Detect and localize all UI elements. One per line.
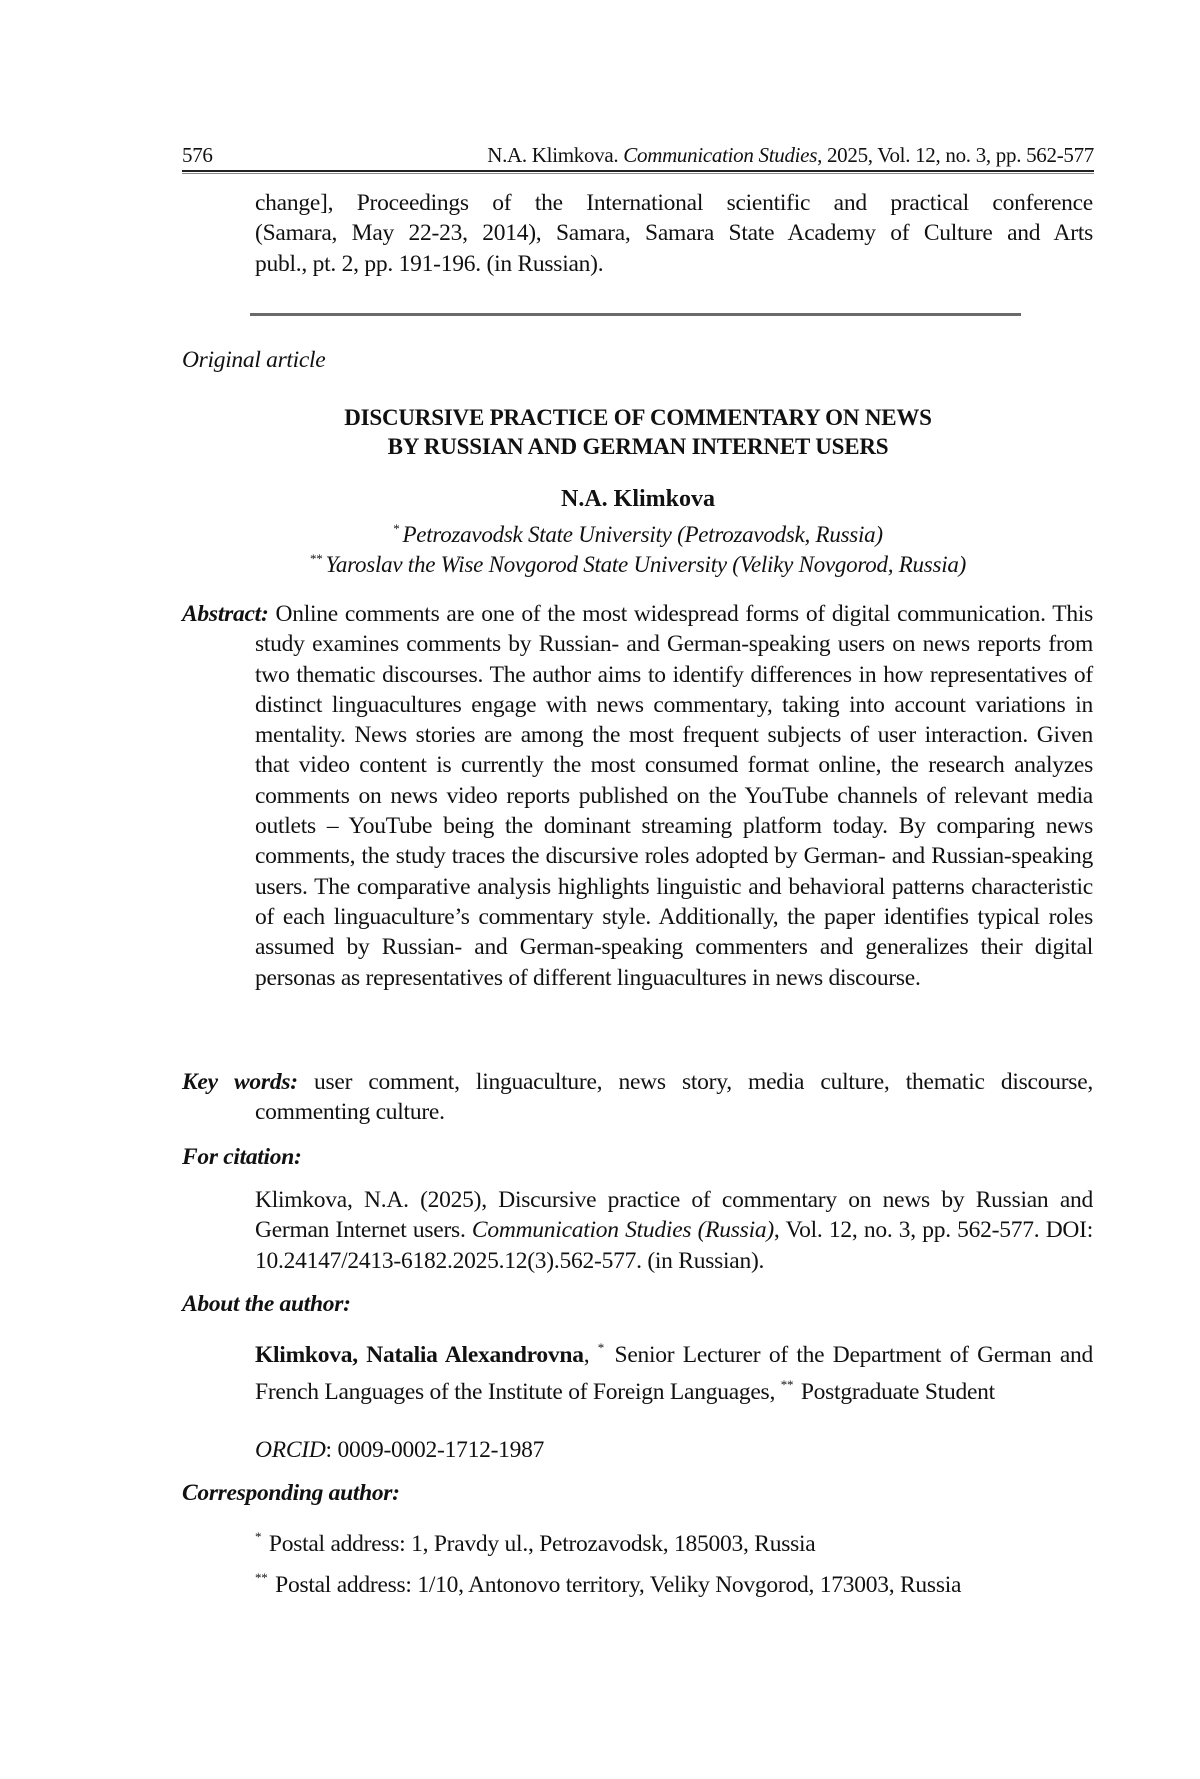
- affiliation-mark: *: [255, 1529, 262, 1544]
- citation-part: Klimkova, N.A. (2025), Discursive practice of commentary on news by Russian and German Internet users.: [255, 1187, 1093, 1244]
- keywords: [182, 1067, 1093, 1128]
- orcid-label: ORCID: [255, 1437, 326, 1463]
- author-full-name: Klimkova, Natalia Alexandrovna: [255, 1342, 584, 1368]
- keywords-text: user comment, linguaculture, news story, media culture, thematic discourse, commenting culture.: [255, 1069, 1094, 1126]
- citation-part: , Vol. 12, no. 3, pp. 562-577. DOI: 10.24147/2413-6182.2025.12(3).562-577. (in Russian).: [255, 1217, 1094, 1274]
- title-line: DISCURSIVE PRACTICE OF COMMENTARY ON NEWS: [344, 405, 932, 430]
- postal-address-text: Postal address: 1, Pravdy ul., Petrozavodsk, 185003, Russia: [263, 1531, 816, 1557]
- page-number: 576: [182, 143, 213, 167]
- running-header-author: N.A. Klimkova.: [487, 143, 619, 167]
- running-header-journal: Communication Studies: [623, 143, 818, 167]
- orcid: [255, 1435, 1093, 1465]
- postal-address-1: [255, 1522, 1093, 1559]
- running-header-details: , 2025, Vol. 12, no. 3, pp. 562-577: [817, 143, 1094, 167]
- affiliation-text: Petrozavodsk State University (Petrozavodsk, Russia): [402, 522, 883, 547]
- running-header-citation: [487, 143, 1094, 167]
- previous-reference-continuation: [255, 188, 1093, 279]
- abstract-text: Online comments are one of the most widespread forms of digital communication. This study examines comments by Russian- and German-speaking users on news reports from two thematic discourses. The author aims to identify differences in how representatives of distinct linguacultures engage with news commentary, taking into account variations in mentality. News stories are among the most frequent subjects of user interaction. Given that video content is currently the most consumed format online, the research analyzes comments on news video reports published on the YouTube channels of relevant media outlets – YouTube being the dominant streaming platform today. By comparing news comments, the study traces the discursive roles adopted by German- and Russian-speaking users. The comparative analysis highlights linguistic and behavioral patterns characteristic of each linguaculture’s commentary style. Additionally, the paper identifies typical roles assumed by Russian- and German-speaking commenters and generalizes their digital personas as representatives of different linguacultures in news discourse.: [255, 601, 1093, 991]
- author-position: Senior Lecturer of the Department of German and French Languages of the Institute of Foreign Languages,: [255, 1342, 1093, 1406]
- header-rule: [182, 170, 1094, 172]
- running-header: [182, 143, 1094, 167]
- affiliation-mark: **: [255, 1570, 268, 1585]
- affiliation-mark: *: [393, 521, 400, 536]
- affiliation-mark: **: [780, 1377, 794, 1393]
- postal-address-2: [255, 1563, 1093, 1600]
- about-author-text: Klimkova, Natalia Alexandrovna, * Senior Lecturer of the Department of German and French Languages of the Institute of Foreign Languages, ** Postgraduate Student: [255, 1340, 1093, 1406]
- reference-line: change], Proceedings of the International scientific and practical conference: [255, 190, 1093, 216]
- affiliation-2: [182, 545, 1094, 578]
- keywords-label: Key words:: [182, 1069, 298, 1095]
- author-name: N.A. Klimkova: [560, 486, 715, 512]
- affiliation-mark: **: [309, 551, 323, 566]
- corresponding-author-label: Corresponding author:: [182, 1480, 400, 1506]
- reference-line: publ., pt. 2, pp. 191-196. (in Russian).: [255, 250, 604, 277]
- affiliation-mark: *: [597, 1340, 605, 1355]
- abstract: [182, 599, 1093, 993]
- for-citation-label: For citation:: [182, 1144, 302, 1170]
- section-separator: [250, 313, 1021, 316]
- affiliation-1: [182, 515, 1094, 548]
- citation-journal: Communication Studies (Russia): [471, 1217, 774, 1244]
- title-line: BY RUSSIAN AND GERMAN INTERNET USERS: [387, 434, 889, 459]
- about-author-label: About the author:: [182, 1291, 351, 1317]
- article-title: [182, 403, 1094, 461]
- reference-line: (Samara, May 22-23, 2014), Samara, Samara State Academy of Culture and Arts: [255, 220, 1093, 247]
- citation-text: [255, 1185, 1093, 1276]
- article-type: Original article: [182, 347, 326, 373]
- orcid-value: : 0009-0002-1712-1987: [325, 1437, 545, 1463]
- abstract-label: Abstract:: [182, 601, 269, 627]
- postal-address-text: Postal address: 1/10, Antonovo territory, Veliky Novgorod, 173003, Russia: [269, 1572, 962, 1598]
- author-position: Postgraduate Student: [795, 1379, 995, 1406]
- affiliation-text: Yaroslav the Wise Novgorod State University (Veliky Novgorod, Russia): [325, 552, 967, 577]
